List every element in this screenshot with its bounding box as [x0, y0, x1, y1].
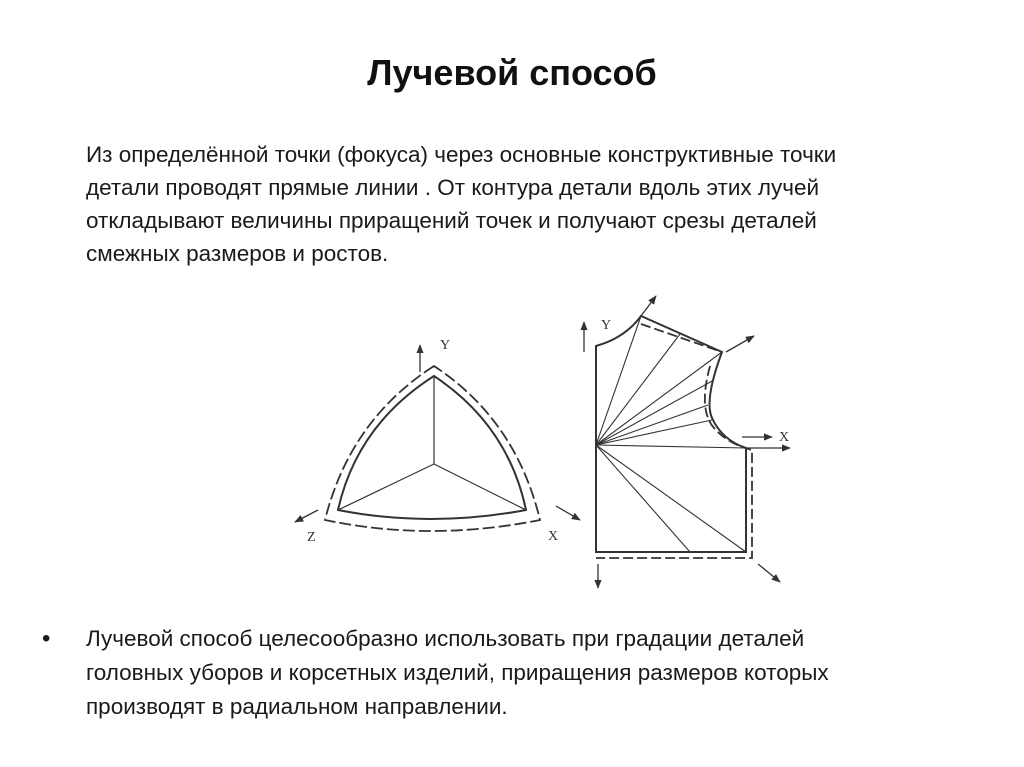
pattern-y-label: Y: [601, 318, 612, 333]
triangle-outline: [338, 376, 526, 519]
intro-paragraph: [86, 138, 976, 270]
slide-title: Лучевой способ: [367, 52, 657, 93]
triangle-y-label: Y: [440, 338, 451, 353]
intro-line: Из определённой точки (фокуса) через основные конструктивные точки: [86, 142, 837, 167]
z-axis-arrow-icon: [295, 510, 318, 522]
pattern-dashed-outline: [596, 324, 752, 558]
triangle-x-label: X: [548, 529, 559, 544]
triangle-figure: [295, 345, 580, 531]
triangle-axis-arrows: [295, 345, 580, 522]
x-axis-arrow-icon: [556, 506, 580, 520]
pattern-figure: [584, 296, 790, 588]
bullet-marker: •: [42, 625, 51, 652]
intro-line: детали проводят прямые линии . От контура детали вдоль этих лучей: [86, 175, 820, 200]
intro-line: смежных размеров и ростов.: [86, 241, 389, 266]
bullet-line: головных уборов и корсетных изделий, приращения размеров которых: [86, 660, 829, 685]
pattern-outline: [596, 316, 746, 552]
increment-arrow-icon: [726, 336, 754, 352]
pattern-x-label: X: [779, 430, 790, 445]
grading-figures: [270, 285, 810, 615]
increment-arrow-icon: [758, 564, 780, 582]
triangle-dashed-outline: [325, 366, 540, 531]
bullet-line: Лучевой способ целесообразно использовать при градации деталей: [86, 626, 805, 651]
increment-arrow-icon: [641, 296, 656, 316]
bullet-line: производят в радиальном направлении.: [86, 694, 508, 719]
bullet-text: [86, 622, 829, 724]
triangle-z-label: Z: [307, 530, 316, 545]
intro-line: откладывают величины приращений точек и получают срезы деталей: [86, 208, 817, 233]
